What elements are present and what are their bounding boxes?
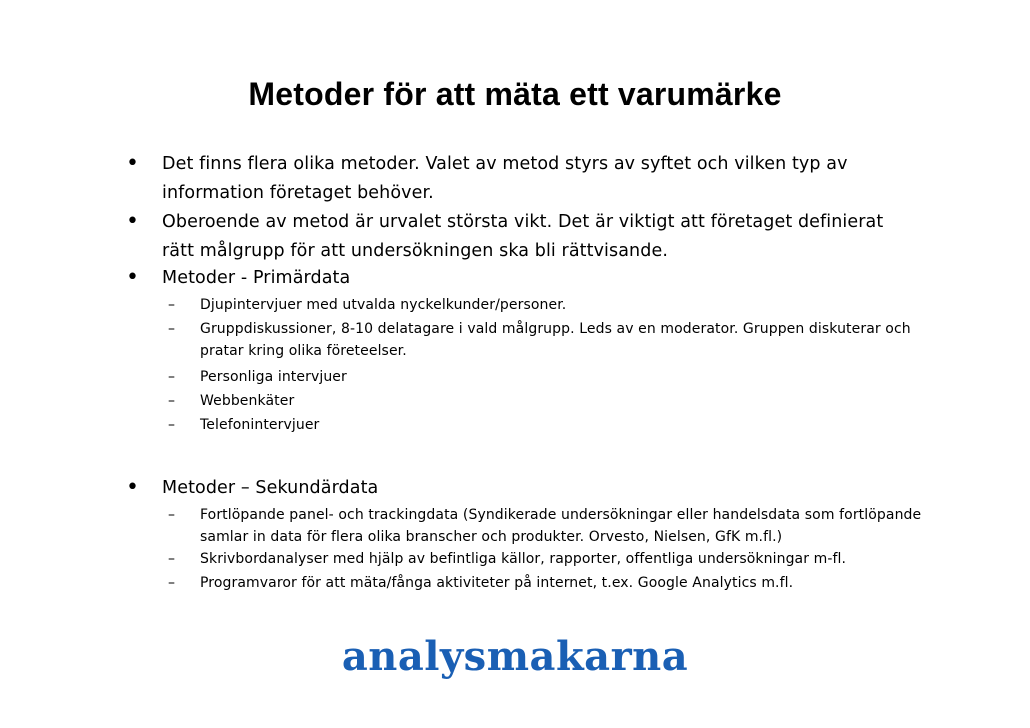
sub-item-text: Skrivbordanalyser med hjälp av befintliga källor, rapporter, offentliga undersökningar m-fl. xyxy=(200,551,847,567)
slide-title: Metoder för att mäta ett varumärke xyxy=(248,76,782,112)
bullet-item xyxy=(126,474,906,503)
sub-item xyxy=(168,366,928,388)
bullet-text: Metoder – Sekundärdata xyxy=(162,478,379,498)
dash-marker: – xyxy=(168,507,175,523)
bullet-text: Det finns flera olika metoder. Valet av metod styrs av syftet och vilken typ av information företaget behöver. xyxy=(162,154,848,203)
sub-item xyxy=(168,572,928,594)
logo: analysmakarna xyxy=(341,633,689,680)
dash-marker: – xyxy=(168,321,175,337)
sub-item xyxy=(168,414,928,436)
sub-item xyxy=(168,390,928,412)
sub-item-text: Telefonintervjuer xyxy=(200,417,320,433)
dash-marker: – xyxy=(168,393,175,409)
bullet-text: Metoder - Primärdata xyxy=(162,268,351,288)
dash-marker: – xyxy=(168,551,175,567)
bullet-marker: • xyxy=(126,151,139,176)
sub-item-text: Webbenkäter xyxy=(200,393,295,409)
sub-item xyxy=(168,294,928,316)
sub-item-text: Personliga intervjuer xyxy=(200,369,347,385)
sub-item-text: Gruppdiskussioner, 8-10 delatagare i vald målgrupp. Leds av en moderator. Gruppen diskuterar och pratar kring olika företeelser. xyxy=(200,321,911,359)
sub-item-text: Djupintervjuer med utvalda nyckelkunder/personer. xyxy=(200,297,567,313)
sub-item-text: Fortlöpande panel- och trackingdata (Syndikerade undersökningar eller handelsdata som fortlöpande samlar in data för flera olika branscher och produkter. Orvesto, Nielsen, GfK m.fl.) xyxy=(200,507,922,545)
bullet-marker: • xyxy=(126,209,139,234)
dash-marker: – xyxy=(168,575,175,591)
dash-marker: – xyxy=(168,369,175,385)
bullet-item xyxy=(126,264,906,293)
bullet-marker: • xyxy=(126,265,139,290)
bullet-item xyxy=(126,150,906,208)
sub-item xyxy=(168,548,928,570)
sub-item-text: Programvaror för att mäta/fånga aktiviteter på internet, t.ex. Google Analytics m.fl. xyxy=(200,575,794,591)
sub-item xyxy=(168,318,928,362)
dash-marker: – xyxy=(168,417,175,433)
bullet-marker: • xyxy=(126,475,139,500)
sub-item xyxy=(168,504,928,548)
bullet-item xyxy=(126,208,906,266)
bullet-text: Oberoende av metod är urvalet största vikt. Det är viktigt att företaget definierat rätt målgrupp för att undersökningen ska bli rättvisande. xyxy=(162,212,884,261)
dash-marker: – xyxy=(168,297,175,313)
